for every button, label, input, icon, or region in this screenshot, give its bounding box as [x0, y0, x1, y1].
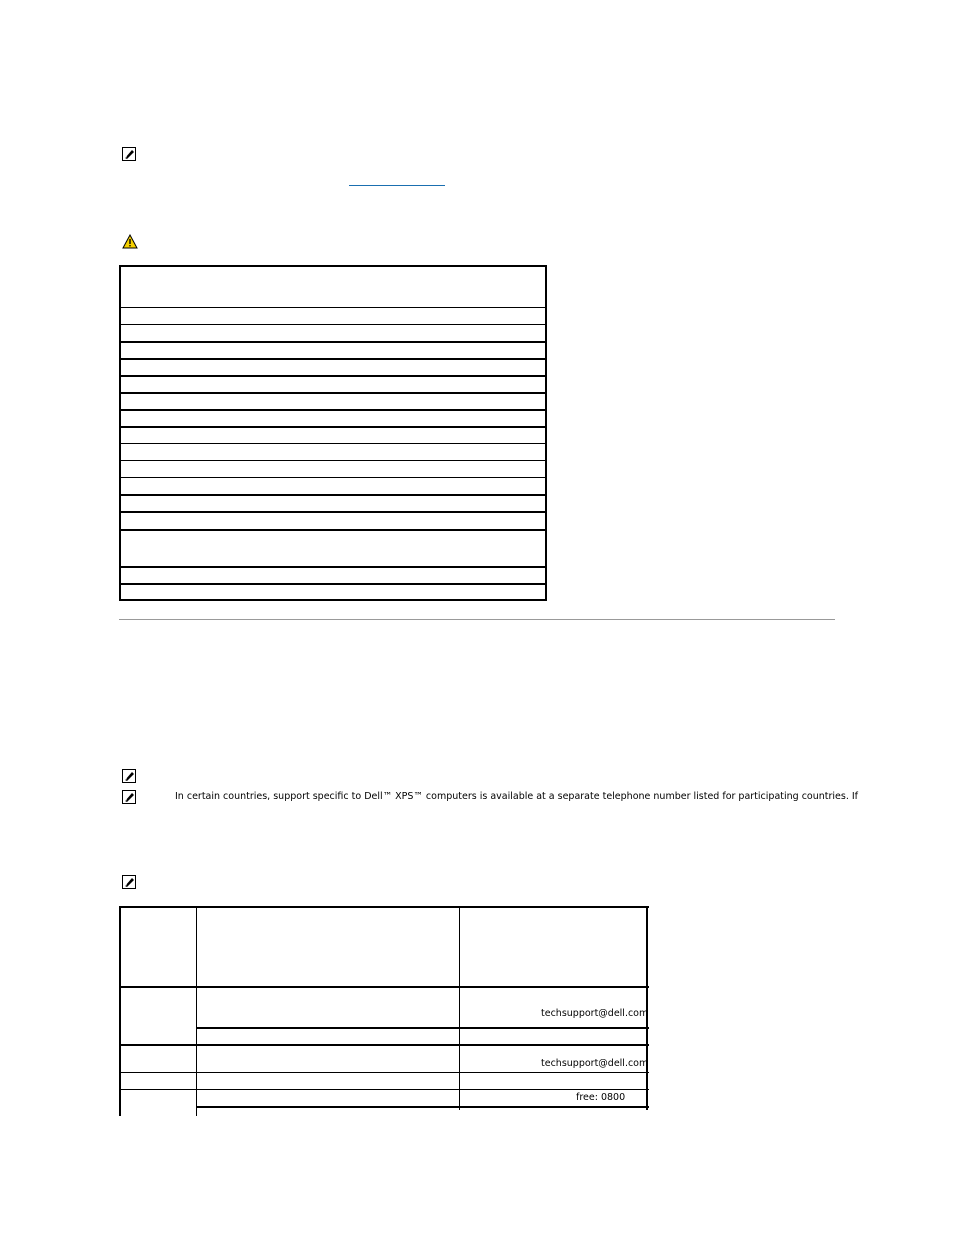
support-email[interactable]: techsupport@dell.com: [541, 1008, 649, 1019]
note-icon: [122, 875, 136, 889]
note-icon: [122, 790, 136, 804]
note-icon: [122, 147, 136, 161]
support-email[interactable]: techsupport@dell.com: [541, 1058, 649, 1069]
info-table: [119, 265, 547, 601]
caution-icon: [122, 234, 138, 249]
hyperlink[interactable]: [349, 185, 445, 186]
section-divider: [119, 619, 835, 620]
contact-table: [119, 906, 649, 1116]
toll-free-number: free: 0800: [576, 1092, 626, 1103]
note-icon: [122, 769, 136, 783]
xps-support-note: In certain countries, support specific to Dell™ XPS™ computers is available at a separate telephone number listed for participating countries. If: [175, 791, 859, 802]
